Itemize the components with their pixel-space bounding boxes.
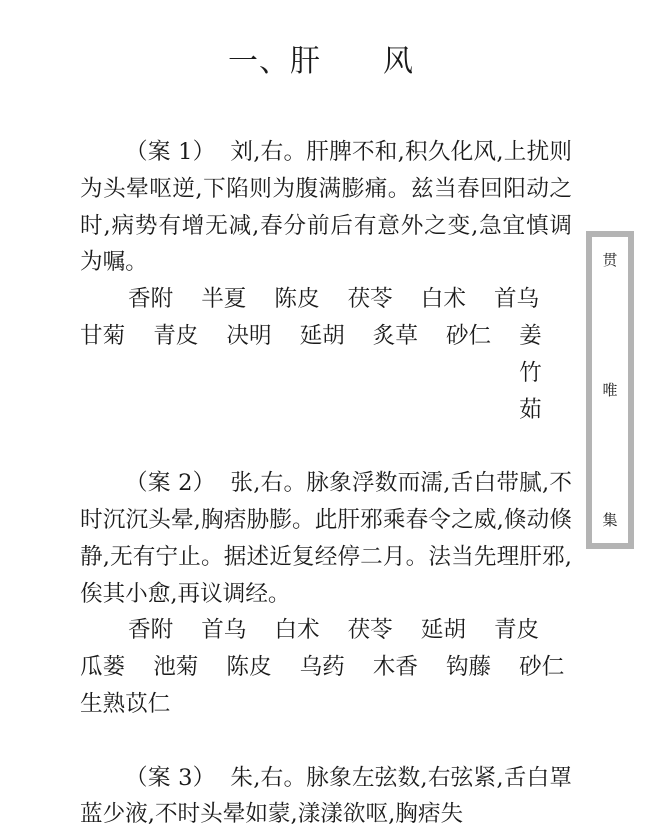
chapter-title — [228, 36, 414, 80]
case-1-text: 刘,右。肝脾不和,积久化风,上扰则为头晕呕逆,下陷则为腹满膨痛。兹当春回阳动之时,病势有增无减,春分前后有意外之变,急宜慎调为嘱。 — [80, 139, 573, 276]
case-1-herb-list — [80, 281, 572, 428]
herb-item: 半夏 — [201, 286, 247, 313]
herb-item: 白术 — [274, 617, 320, 644]
side-tab-char: 唯 — [602, 381, 618, 399]
herb-item: 首乌 — [201, 617, 247, 644]
herb-item: 炙草 — [372, 322, 418, 349]
herb-item: 钩藤 — [445, 654, 492, 681]
herb-item: 甘菊 — [80, 322, 126, 349]
case-3-text: 朱,右。脉象左弦数,右弦紧,舌白罩蓝少液,不时头晕如蒙,漾漾欲呕,胸痞失 — [80, 764, 573, 828]
side-tab-char: 集 — [602, 511, 618, 529]
side-tab-char: 贯 — [602, 251, 618, 269]
case-2 — [80, 465, 572, 723]
case-3-label: （案 3） — [125, 764, 216, 791]
herb-item: 决明 — [226, 322, 272, 349]
case-3 — [80, 760, 572, 833]
herb-item: 砂仁 — [519, 654, 565, 681]
body-text — [80, 134, 572, 833]
herb-item: 瓜蒌 — [80, 654, 126, 681]
herb-item: 陈皮 — [274, 286, 320, 313]
herb-item: 香附 — [128, 617, 174, 644]
herb-item: 香附 — [128, 286, 174, 313]
herb-item: 乌药 — [299, 654, 345, 681]
herb-item: 木香 — [372, 654, 418, 681]
herb-item: 延胡 — [420, 617, 466, 644]
herb-item: 茯苓 — [347, 286, 393, 313]
herb-item: 姜竹茹 — [519, 322, 542, 423]
herb-item: 白术 — [420, 286, 466, 313]
chapter-title-part1: 一、肝 — [228, 44, 321, 79]
case-2-text: 张,右。脉象浮数而濡,舌白带腻,不时沉沉头晕,胸痞胁膨。此肝邪乘春令之威,倏动倏静,无有宁止。据述近复经停二月。法当先理肝邪,俟其小愈,再议调经。 — [80, 470, 573, 607]
herb-item: 生熟苡仁 — [80, 690, 171, 717]
case-1-paragraph — [80, 134, 572, 281]
herb-item: 青皮 — [153, 322, 199, 349]
side-thumb-tab — [586, 231, 634, 549]
chapter-title-part2: 风 — [383, 44, 414, 79]
herb-item: 池菊 — [153, 654, 199, 681]
herb-item: 首乌 — [493, 286, 540, 313]
herb-item: 青皮 — [493, 617, 540, 644]
herb-item: 延胡 — [299, 322, 345, 349]
case-2-paragraph — [80, 465, 572, 612]
herb-spacer — [567, 612, 640, 649]
herb-item: 陈皮 — [226, 654, 272, 681]
case-2-label: （案 2） — [125, 470, 216, 497]
case-1 — [80, 134, 572, 428]
case-3-paragraph — [80, 760, 572, 833]
herb-item: 茯苓 — [347, 617, 393, 644]
case-2-herb-list — [80, 612, 572, 722]
herb-item: 砂仁 — [445, 322, 492, 349]
case-1-label: （案 1） — [125, 139, 216, 165]
